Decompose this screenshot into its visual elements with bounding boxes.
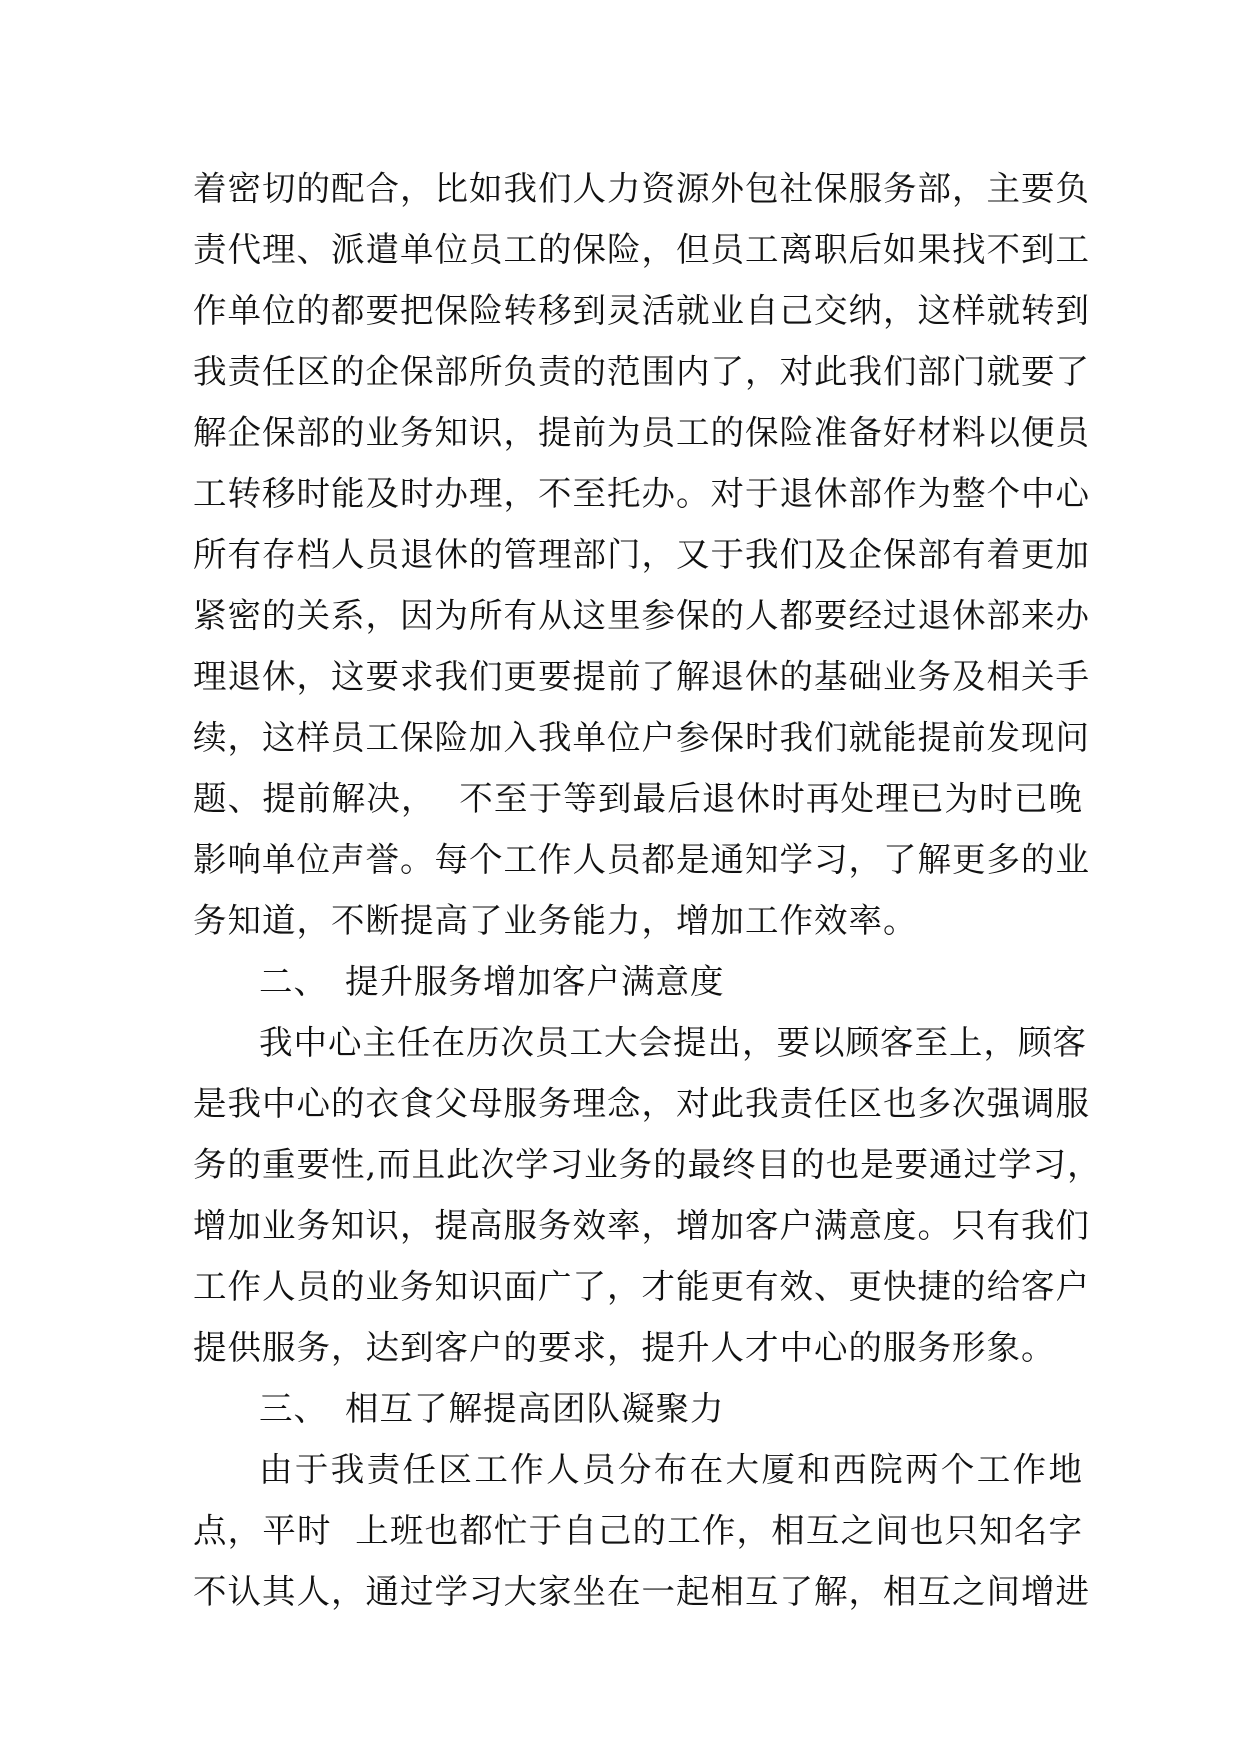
section-heading-2 [193,951,1083,1012]
paragraph-line: 点，平时 上班也都忙于自己的工作，相互之间也只知名字 [193,1511,1083,1550]
paragraph-line: 紧密的关系，因为所有从这里参保的人都要经过退休部来办 [193,596,1090,635]
paragraph-2 [193,1012,1102,1378]
paragraph-3 [193,1439,1090,1622]
paragraph-line: 续，这样员工保险加入我单位户参保时我们就能提前发现问 [193,718,1090,757]
paragraph-line: 不认其人，通过学习大家坐在一起相互了解，相互之间增进 [193,1572,1090,1611]
paragraph-line: 是我中心的衣食父母服务理念，对此我责任区也多次强调服 [193,1084,1090,1123]
section-number: 二、 [259,962,328,1001]
paragraph-line: 题、提前解决， 不至于等到最后退休时再处理已为时已晚 [193,779,1083,818]
paragraph-line: 责代理、派遣单位员工的保险，但员工离职后如果找不到工 [193,230,1090,269]
paragraph-line: 务的重要性,而且此次学习业务的最终目的也是要通过学习， [193,1145,1102,1184]
paragraph-line: 影响单位声誉。每个工作人员都是通知学习，了解更多的业 [193,840,1090,879]
paragraph-line: 我责任区的企保部所负责的范围内了，对此我们部门就要了 [193,352,1090,391]
section-heading-3 [193,1378,1083,1439]
paragraph-line: 理退休，这要求我们更要提前了解退休的基础业务及相关手 [193,657,1090,696]
paragraph-line: 我中心主任在历次员工大会提出，要以顾客至上，顾客 [259,1023,1087,1062]
paragraph-line: 增加业务知识，提高服务效率，增加客户满意度。只有我们 [193,1206,1090,1245]
paragraph-line: 工作人员的业务知识面广了，才能更有效、更快捷的给客户 [193,1267,1090,1306]
paragraph-line: 作单位的都要把保险转移到灵活就业自己交纳，这样就转到 [193,291,1090,330]
section-number: 三、 [259,1389,328,1428]
paragraph-line: 所有存档人员退休的管理部门，又于我们及企保部有着更加 [193,535,1090,574]
section-title: 相互了解提高团队凝聚力 [345,1389,725,1428]
section-title: 提升服务增加客户满意度 [345,962,725,1001]
paragraph-line: 解企保部的业务知识，提前为员工的保险准备好材料以便员 [193,413,1090,452]
paragraph-line: 着密切的配合，比如我们人力资源外包社保服务部，主要负 [193,169,1090,208]
paragraph-line: 工转移时能及时办理，不至托办。对于退休部作为整个中心 [193,474,1090,513]
paragraph-1 [193,158,1090,951]
paragraph-line: 由于我责任区工作人员分布在大厦和西院两个工作地 [259,1450,1083,1489]
paragraph-line: 提供服务，达到客户的要求，提升人才中心的服务形象。 [193,1328,1056,1367]
document-body [193,158,1102,1622]
paragraph-line: 务知道，不断提高了业务能力，增加工作效率。 [193,901,918,940]
